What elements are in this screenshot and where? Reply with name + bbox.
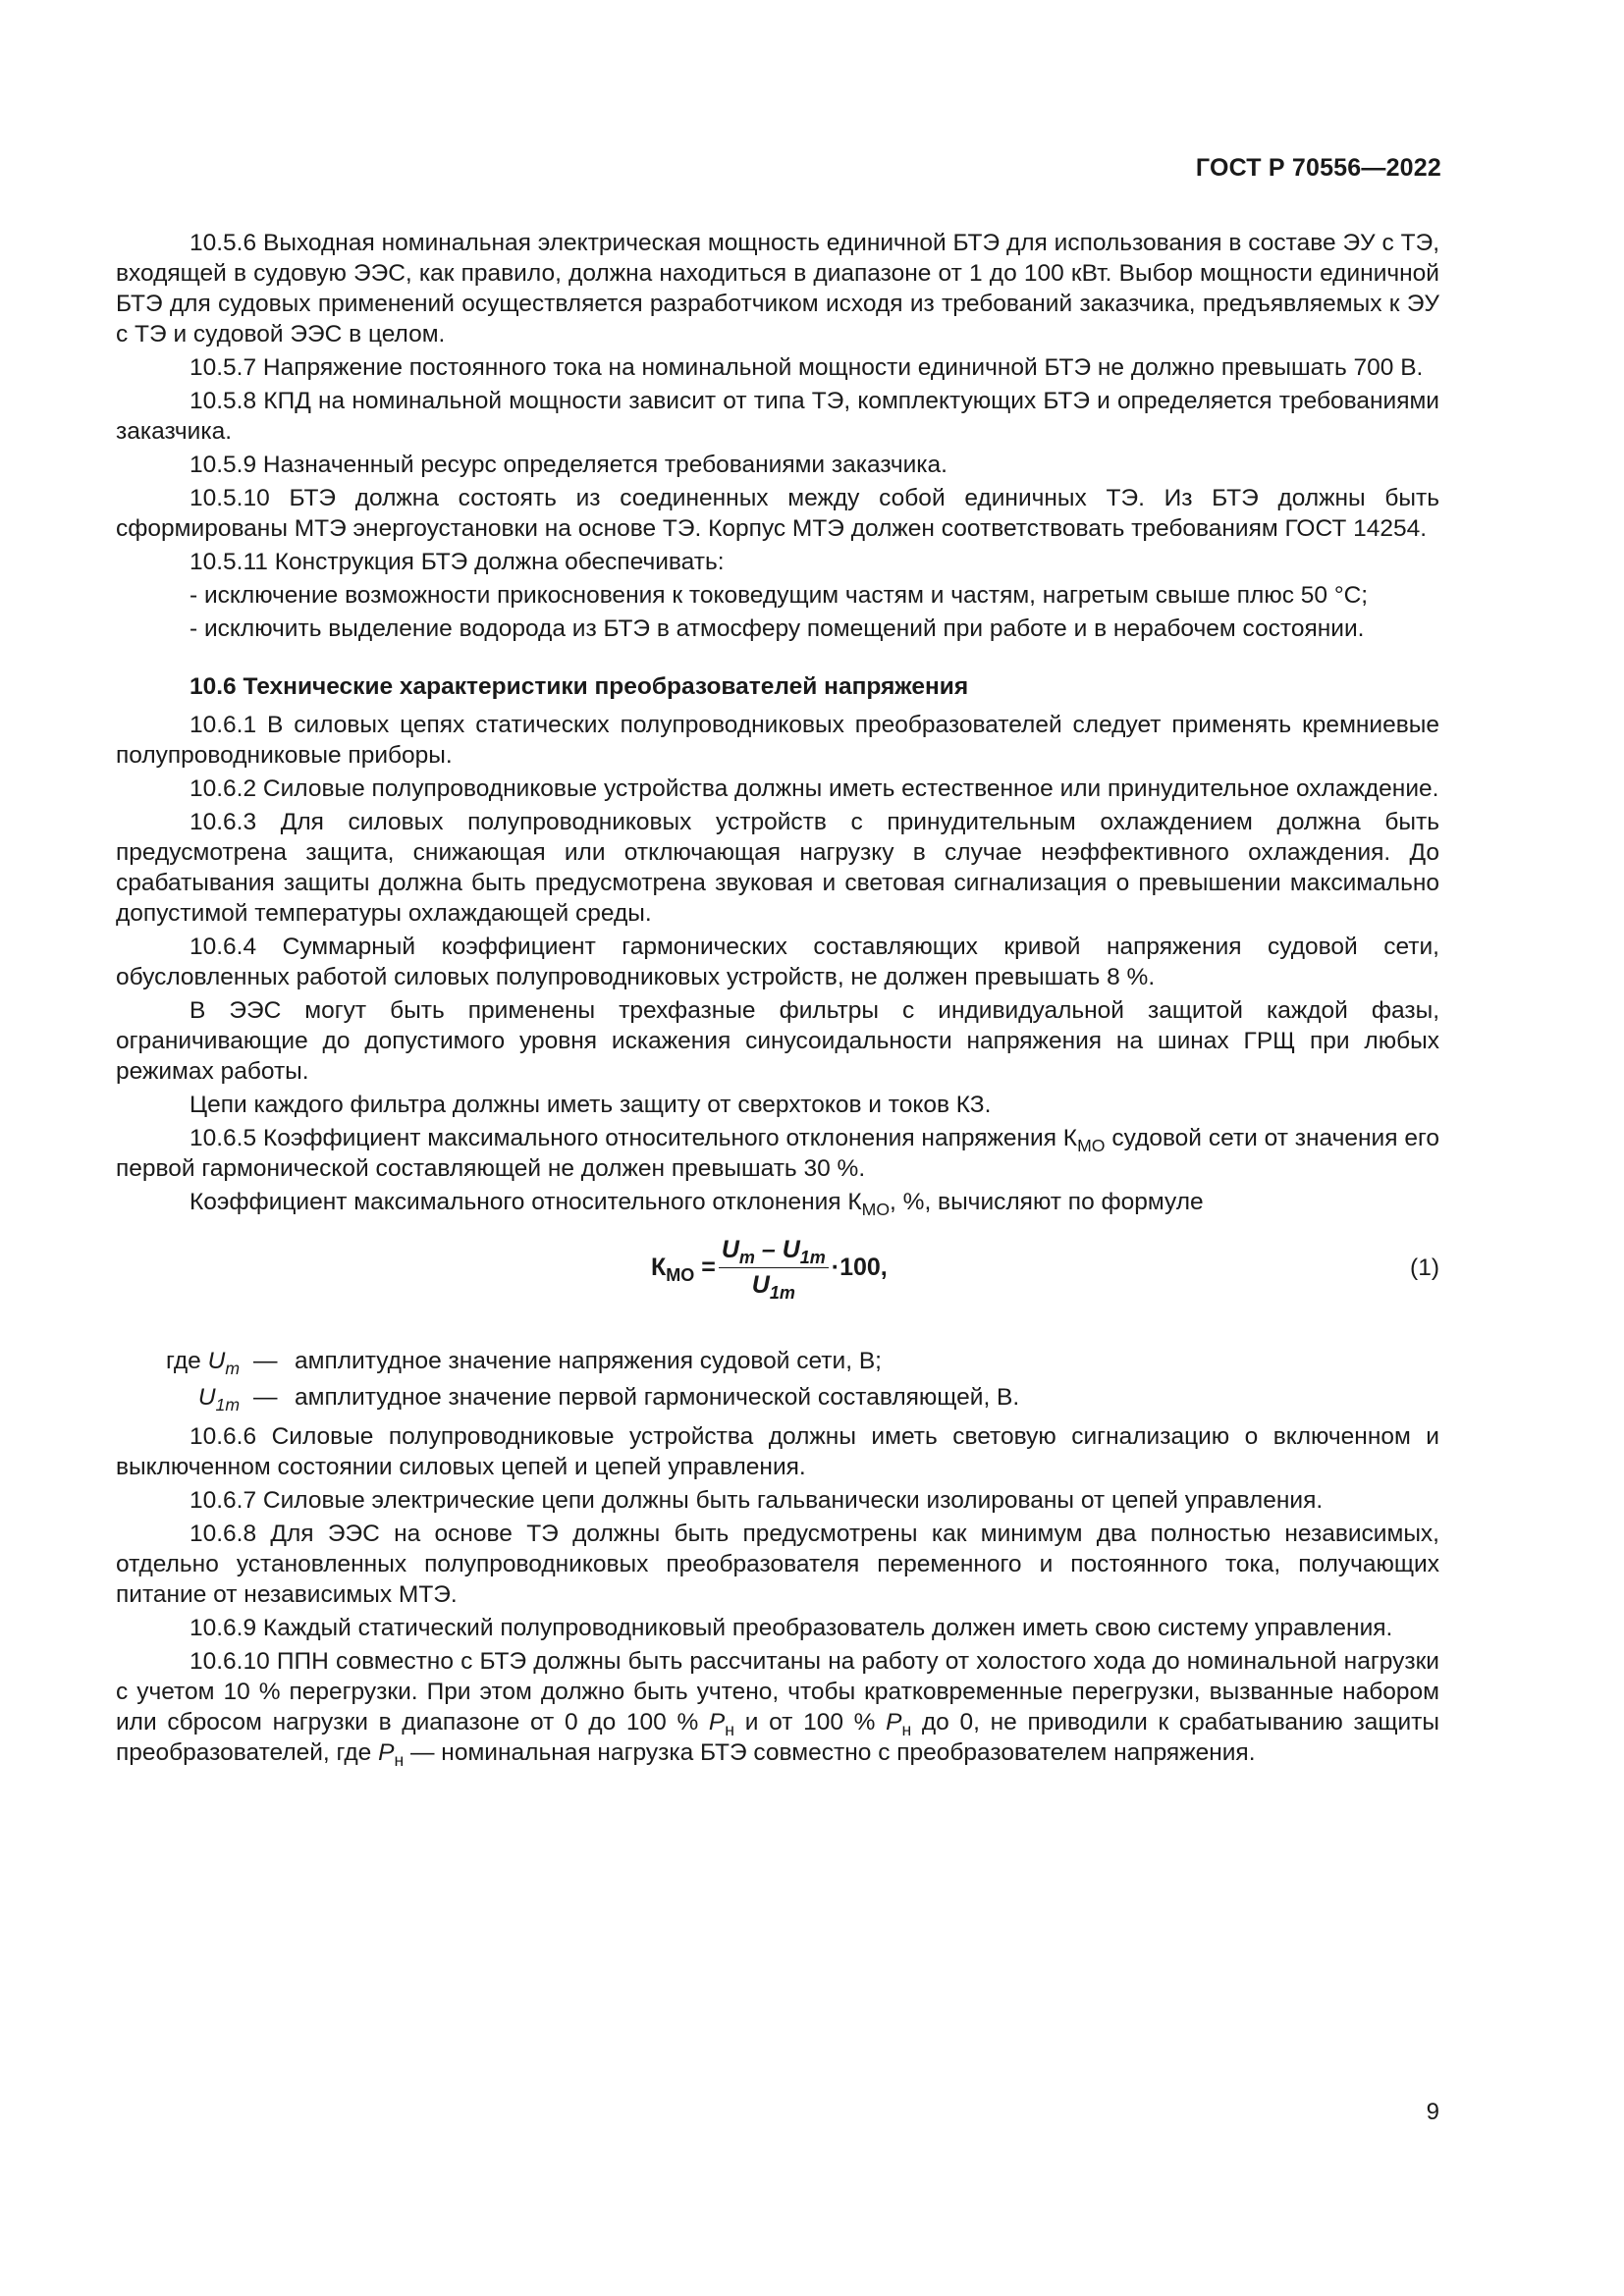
p1065-text-before: 10.6.5 Коэффициент максимального относительного отклонения напряжения К	[189, 1125, 1078, 1151]
formula-expression	[651, 1235, 888, 1304]
den-u: U	[751, 1271, 770, 1299]
formula-rhs: ·100,	[831, 1254, 888, 1281]
legend-prefix: где	[166, 1348, 208, 1374]
intro-text-before: Коэффициент максимального относительного отклонения К	[189, 1189, 862, 1215]
p16610-p-2: P	[886, 1709, 902, 1735]
paragraph-10-6-7: 10.6.7 Силовые электрические цепи должны быть гальванически изолированы от цепей управления.	[189, 1487, 1324, 1514]
p16610-sub-3: н	[394, 1750, 405, 1771]
legend-sym-u: U	[207, 1348, 226, 1374]
p1065-text-after: судовой сети от значения его первой гармонической составляющей не должен превышать 30 %.	[116, 1125, 1439, 1182]
list-item-hydrogen: - исключить выделение водорода из БТЭ в атмосферу помещений при работе и в нерабочем состоянии.	[189, 615, 1365, 642]
legend-description: амплитудное значение напряжения судовой сети, В;	[295, 1348, 882, 1374]
p16610-text-2: и от 100 %	[734, 1709, 887, 1735]
formula-1	[116, 1225, 1439, 1333]
intro-subscript: МО	[861, 1200, 891, 1220]
p16610-text-3: до 0, не приводили к срабатыванию защиты преобразователей, где	[116, 1709, 1439, 1766]
paragraph-10-5-11: 10.5.11 Конструкция БТЭ должна обеспечивать:	[189, 549, 725, 575]
legend-dash: —	[253, 1384, 278, 1411]
list-item-touch-protection: - исключение возможности прикосновения к токоведущим частям и частям, нагретым свыше плюс 50 °С;	[189, 582, 1369, 609]
paragraph-10-5-10: 10.5.10 БТЭ должна состоять из соединенных между собой единичных ТЭ. Из БТЭ должны быть сформированы МТЭ энергоустановки на основе ТЭ. Корпус МТЭ должен соответствовать требованиям ГОСТ 14254.	[116, 485, 1439, 542]
intro-text-after: , %, вычисляют по формуле	[890, 1189, 1204, 1215]
paragraph-10-5-9: 10.5.9 Назначенный ресурс определяется требованиями заказчика.	[189, 452, 947, 478]
paragraph-10-6-10	[116, 1646, 1439, 1771]
p16610-p-1: P	[708, 1709, 726, 1735]
legend-row-u1m	[116, 1379, 1439, 1415]
legend-symbol	[116, 1379, 253, 1415]
formula-denominator	[751, 1268, 795, 1304]
legend-dash: —	[253, 1348, 278, 1374]
paragraph-10-5-6: 10.5.6 Выходная номинальная электрическая мощность единичной БТЭ для использования в составе ЭУ с ТЭ, входящей в судовую ЭЭС, как правило, должна находиться в диапазоне от 1 до 100 кВт. Выбор мощности единичной БТЭ для судовых применений осуществляется разработчиком исходя из требований заказчика, предъявляемых к ЭУ с ТЭ и судовой ЭЭС в целом.	[116, 230, 1439, 347]
num-minus: –	[754, 1236, 783, 1263]
legend-symbol	[116, 1343, 253, 1379]
paragraph-10-6-8: 10.6.8 Для ЭЭС на основе ТЭ должны быть предусмотрены как минимум два полностью независимых, отдельно установленных полупроводниковых преобразователя переменного и постоянного тока, получающих питание от независимых МТЭ.	[116, 1521, 1439, 1608]
legend-row-um	[116, 1343, 1439, 1379]
paragraph-filters: В ЭЭС могут быть применены трехфазные фильтры с индивидуальной защитой каждой фазы, ограничивающие до допустимого уровня искажения синусоидальности напряжения на шинах ГРЩ при любых режимах работы.	[116, 997, 1439, 1085]
num-u: U	[721, 1236, 739, 1263]
formula-lhs	[651, 1253, 716, 1286]
formula-numerator	[719, 1235, 829, 1268]
document-code: ГОСТ Р 70556—2022	[1195, 154, 1441, 182]
paragraph-10-6-5	[116, 1123, 1439, 1184]
paragraph-10-6-6: 10.6.6 Силовые полупроводниковые устройства должны иметь световую сигнализацию о включенном и выключенном состоянии силовых цепей и цепей управления.	[116, 1423, 1439, 1480]
p16610-p-3: P	[378, 1739, 395, 1766]
p1065-subscript: МО	[1077, 1136, 1106, 1156]
num-u-sub: m	[738, 1248, 755, 1268]
page-number: 9	[1426, 2099, 1439, 2125]
p16610-text-4: — номинальная нагрузка БТЭ совместно с преобразователем напряжения.	[404, 1739, 1256, 1766]
legend-sym-sub: 1m	[215, 1395, 240, 1415]
page-content	[116, 228, 1439, 1771]
paragraph-10-6-1: 10.6.1 В силовых цепях статических полупроводниковых преобразователей следует применять кремниевые полупроводниковые приборы.	[116, 712, 1439, 769]
num-u1-sub: 1m	[799, 1248, 826, 1268]
paragraph-formula-intro	[116, 1187, 1439, 1220]
legend-sym-u: U	[197, 1384, 216, 1411]
paragraph-10-5-7: 10.5.7 Напряжение постоянного тока на номинальной мощности единичной БТЭ не должно превышать 700 В.	[189, 354, 1424, 381]
formula-k-sub: МО	[666, 1265, 695, 1286]
paragraph-10-5-8: 10.5.8 КПД на номинальной мощности зависит от типа ТЭ, комплектующих БТЭ и определяется требованиями заказчика.	[116, 388, 1439, 445]
num-u1: U	[782, 1236, 800, 1263]
paragraph-filter-protection: Цепи каждого фильтра должны иметь защиту от сверхтоков и токов КЗ.	[189, 1092, 992, 1118]
formula-equals: =	[694, 1254, 716, 1281]
p16610-sub-1: н	[725, 1720, 734, 1740]
paragraph-10-6-2: 10.6.2 Силовые полупроводниковые устройства должны иметь естественное или принудительное охлаждение.	[189, 775, 1439, 802]
p16610-sub-2: н	[901, 1720, 912, 1740]
section-heading-10-6: 10.6 Технические характеристики преобразователей напряжения	[189, 673, 969, 700]
p16610-text-1: 10.6.10 ППН совместно с БТЭ должны быть рассчитаны на работу от холостого хода до номинальной нагрузки с учетом 10 % перегрузки. При этом должно быть учтено, чтобы кратковременные перегрузки, вызванные набором или сбросом нагрузки в диапазоне от 0 до 100 %	[116, 1648, 1439, 1735]
legend-sym-sub: m	[225, 1359, 240, 1379]
paragraph-10-6-9: 10.6.9 Каждый статический полупроводниковый преобразователь должен иметь свою систему управления.	[189, 1615, 1393, 1641]
paragraph-10-6-4: 10.6.4 Суммарный коэффициент гармонических составляющих кривой напряжения судовой сети, обусловленных работой силовых полупроводниковых устройств, не должен превышать 8 %.	[116, 934, 1439, 990]
den-u-sub: 1m	[769, 1283, 795, 1304]
formula-legend	[116, 1343, 1439, 1415]
legend-description: амплитудное значение первой гармонической составляющей, В.	[295, 1384, 1020, 1411]
formula-k: К	[651, 1254, 667, 1281]
paragraph-10-6-3: 10.6.3 Для силовых полупроводниковых устройств с принудительным охлаждением должна быть предусмотрена защита, снижающая или отключающая нагрузку в случае неэффективного охлаждения. До срабатывания защиты должна быть предусмотрена звуковая и световая сигнализация о превышении максимально допустимой температуры охлаждающей среды.	[116, 809, 1439, 927]
formula-fraction	[719, 1235, 829, 1304]
formula-number: (1)	[1410, 1255, 1439, 1281]
